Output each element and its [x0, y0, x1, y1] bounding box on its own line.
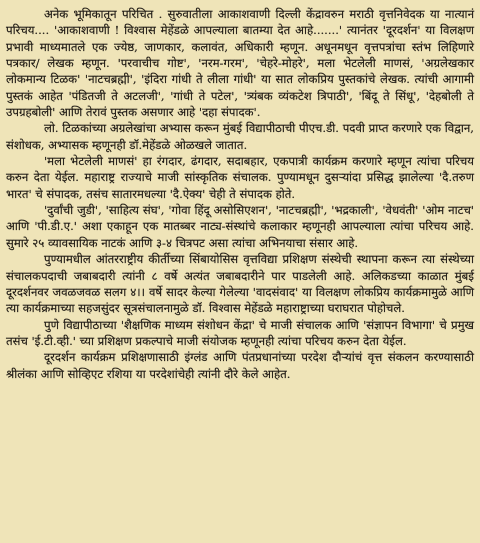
paragraph-6: पुणे विद्यापीठाच्या 'शैक्षणिक माध्यम संशोधन केंद्रा' चे माजी संचालक आणि 'संज्ञापन विभागा' चे प्रमुख तसंच 'ई.टी.व्ही.' च्या प्रशिक्षण प्रकल्पाचे माजी संयोजक म्हणूनही त्यांचा परिचय करुन देता येईल.: [6, 317, 474, 348]
paragraph-3: 'मला भेटलेली माणसं' हा रंगदार, ढंगदार, सदाबहार, एकपात्री कार्यक्रम करणारे म्हणून त्यांचा परिचय करुन देता येईल. महाराष्ट्र राज्याचे माजी सांस्कृतिक संचालक. पुण्यामधून दुसऱ्यांदा प्रसिद्ध झालेल्या 'दै.तरुण भारत' चे संपादक, तसंच सातारमधल्या 'दै.ऐक्य' चेही ते संपादक होते.: [6, 154, 474, 201]
paragraph-5: पुण्यामधील आंतरराष्ट्रीय कीर्तीच्या सिंबायोसिस वृत्तविद्या प्रशिक्षण संस्थेची स्थापना करून त्या संस्थेच्या संचालकपदाची जबाबदारी त्यांनी ८ वर्षे अत्यंत जबाबदारीने पार पाडलेली आहे. अलिकडच्या काळात मुंबई दूरदर्शनवर जवळजवळ सलग ४।। वर्षे सादर केल्या गेलेल्या 'वादसंवाद' या विलक्षण लोकप्रिय कार्यक्रमामुळे आणि त्या कार्यक्रमाच्या सहजसुंदर सूत्रसंचालनामुळे डॉ. विश्वास मेहेंडळे महाराष्ट्राच्या घराघरात पोहोचले.: [6, 252, 474, 316]
paragraph-7: दूरदर्शन कार्यक्रम प्रशिक्षणासाठी इंग्लंड आणि पंतप्रधानांच्या परदेश दौऱ्यांचं वृत्त संकलन करण्यासाठी श्रीलंका आणि सोव्हिएट रशिया या परदेशांचेही त्यांनी दौरे केले आहेत.: [6, 350, 474, 381]
paragraph-2: लो. टिळकांच्या अग्रलेखांचा अभ्यास करून मुंबई विद्यापीठाची पीएच.डी. पदवी प्राप्त करणारे एक विद्वान, संशोधक, अभ्यासक म्हणूनही डॉ.मेहेंडळे ओळखले जातात.: [6, 121, 474, 152]
article-body: [6, 6, 474, 382]
paragraph-4: 'दुर्वांची जुडी', 'साहित्य संघ', 'गोवा हिंदू असोसिएशन', 'नाटचब्रह्मी', 'भद्रकाली', 'वेधवंती' 'ओम नाटच' आणि 'पी.डी.ए.' अशा एकाहून एक मातब्बर नाट्य-संस्थांचे कलाकार म्हणूनही आपल्याला त्यांचा परिचय आहे. सुमारे २५ व्यावसायिक नाटकं आणि ३-४ चित्रपट असा त्यांचा अभिनयाचा संसार आहे.: [6, 203, 474, 250]
paragraph-1: अनेक भूमिकातून परिचित . सुरुवातीला आकाशवाणी दिल्ली केंद्रावरुन मराठी वृत्तनिवेदक या नात्यानं परिचय.... 'आकाशवाणी ! विश्वास मेहेंडळे आपल्याला बातम्या देत आहे.......' त्यानंतर 'दूरदर्शन' या विलक्षण प्रभावी माध्यमातले एक ज्येष्ठ, जाणकार, कलावंत, अधिकारी म्हणून. अधूनमधून वृत्तपत्रांचा स्तंभ लिहिणारे पत्रकार/ लेखक म्हणून. 'परवाचीच गोष्ट', 'नरम-गरम', 'चेहरे-मोहरे', मला भेटलेली माणसं, 'अग्रलेखकार लोकमान्य टिळक' 'नाटचब्रह्मी', 'इंदिरा गांधी ते लीला गांधी' या सात लोकप्रिय पुस्तकांचे लेखक. त्यांची आगामी पुस्तकं आहेत 'पंडितजी ते अटलजी', 'गांधी ते पटेल', 'त्र्यंबक व्यंकटेश त्रिपाठी', 'बिंदू ते सिंधू', 'देहबोली ते उपग्रहबोली' आणि तेरावं पुस्तक असणार आहे 'दहा संपादक'.: [6, 7, 474, 120]
